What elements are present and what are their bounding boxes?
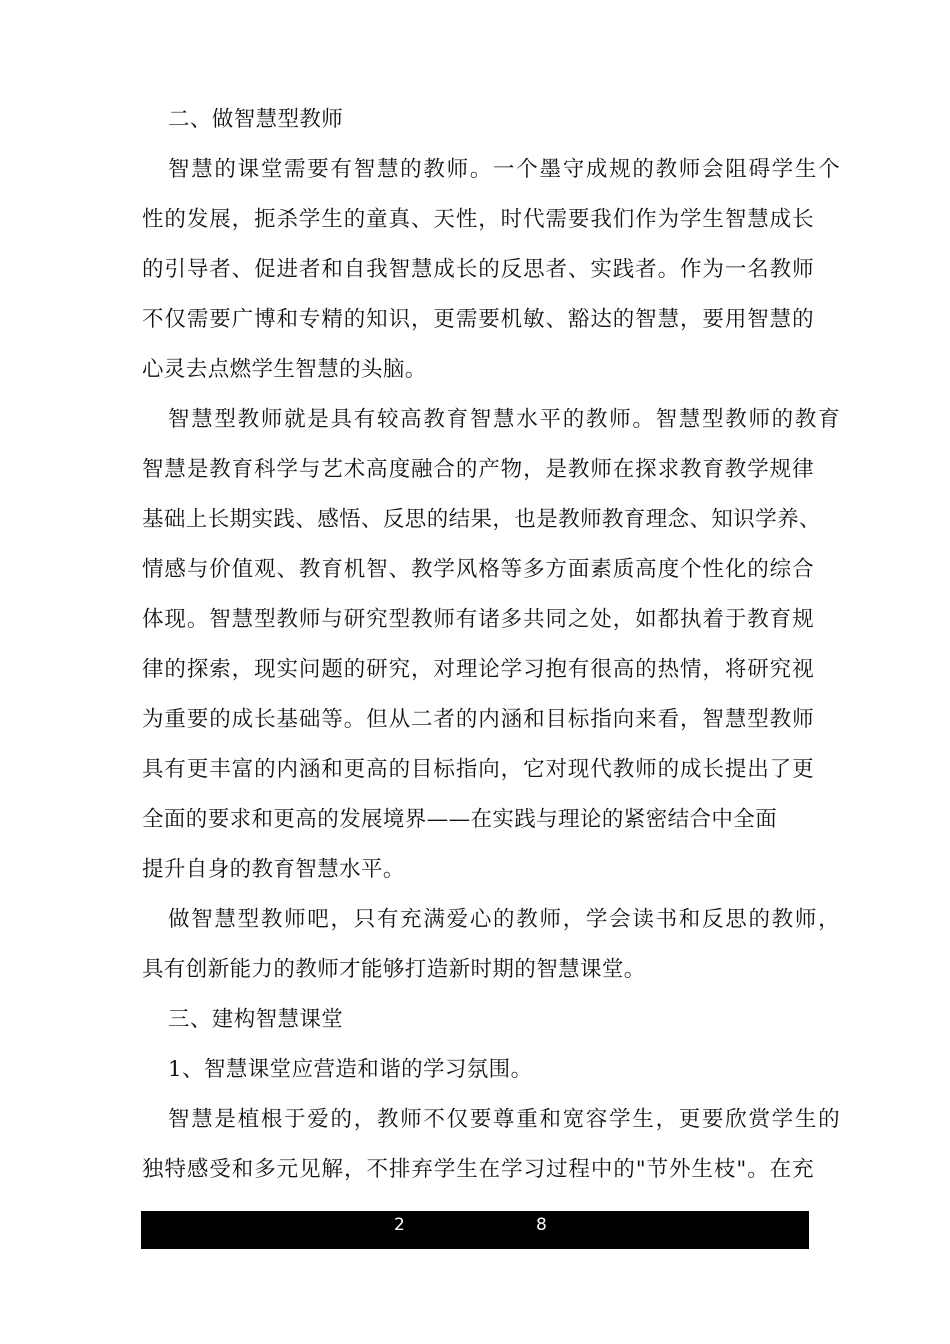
subsection-heading: 1、智慧课堂应营造和谐的学习氛围。 xyxy=(168,1057,533,1082)
text-line: 智慧的课堂需要有智慧的教师。一个墨守成规的教师会阻碍学生个 xyxy=(168,157,840,182)
text-line: 为重要的成长基础等。但从二者的内涵和目标指向来看，智慧型教师 xyxy=(142,707,814,732)
paragraph xyxy=(142,145,840,395)
paragraph xyxy=(142,395,840,895)
text-line: 律的探索，现实问题的研究，对理论学习抱有很高的热情，将研究视 xyxy=(142,657,814,682)
text-line: 具有更丰富的内涵和更高的目标指向，它对现代教师的成长提出了更 xyxy=(142,757,814,782)
text-line: 性的发展，扼杀学生的童真、天性，时代需要我们作为学生智慧成长 xyxy=(142,207,814,232)
text-line: 体现。智慧型教师与研究型教师有诸多共同之处，如都执着于教育规 xyxy=(142,607,814,632)
page-number-current: 2 xyxy=(394,1215,405,1235)
text-line: 做智慧型教师吧，只有充满爱心的教师，学会读书和反思的教师， xyxy=(168,907,840,932)
page-footer-bar xyxy=(141,1211,809,1249)
text-line: 不仅需要广博和专精的知识，更需要机敏、豁达的智慧，要用智慧的 xyxy=(142,307,814,332)
page-number-total: 8 xyxy=(536,1215,547,1235)
section-heading: 三、建构智慧课堂 xyxy=(168,1007,344,1032)
text-line: 独特感受和多元见解，不排弃学生在学习过程中的"节外生枝"。在充 xyxy=(142,1157,814,1182)
document-body xyxy=(142,95,840,1195)
text-line: 具有创新能力的教师才能够打造新时期的智慧课堂。 xyxy=(142,957,646,982)
paragraph xyxy=(142,895,840,995)
text-line: 智慧型教师就是具有较高教育智慧水平的教师。智慧型教师的教育 xyxy=(168,407,840,432)
section-heading: 二、做智慧型教师 xyxy=(168,107,344,132)
text-line: 智慧是植根于爱的，教师不仅要尊重和宽容学生，更要欣赏学生的 xyxy=(168,1107,840,1132)
text-line: 情感与价值观、教育机智、教学风格等多方面素质高度个性化的综合 xyxy=(142,557,814,582)
text-line: 全面的要求和更高的发展境界——在实践与理论的紧密结合中全面 xyxy=(142,807,778,832)
text-line: 的引导者、促进者和自我智慧成长的反思者、实践者。作为一名教师 xyxy=(142,257,814,282)
text-line: 智慧是教育科学与艺术高度融合的产物，是教师在探求教育教学规律 xyxy=(142,457,814,482)
paragraph xyxy=(142,1095,840,1195)
text-line: 心灵去点燃学生智慧的头脑。 xyxy=(142,357,427,382)
text-line: 提升自身的教育智慧水平。 xyxy=(142,857,405,882)
text-line: 基础上长期实践、感悟、反思的结果，也是教师教育理念、知识学养、 xyxy=(142,507,821,532)
